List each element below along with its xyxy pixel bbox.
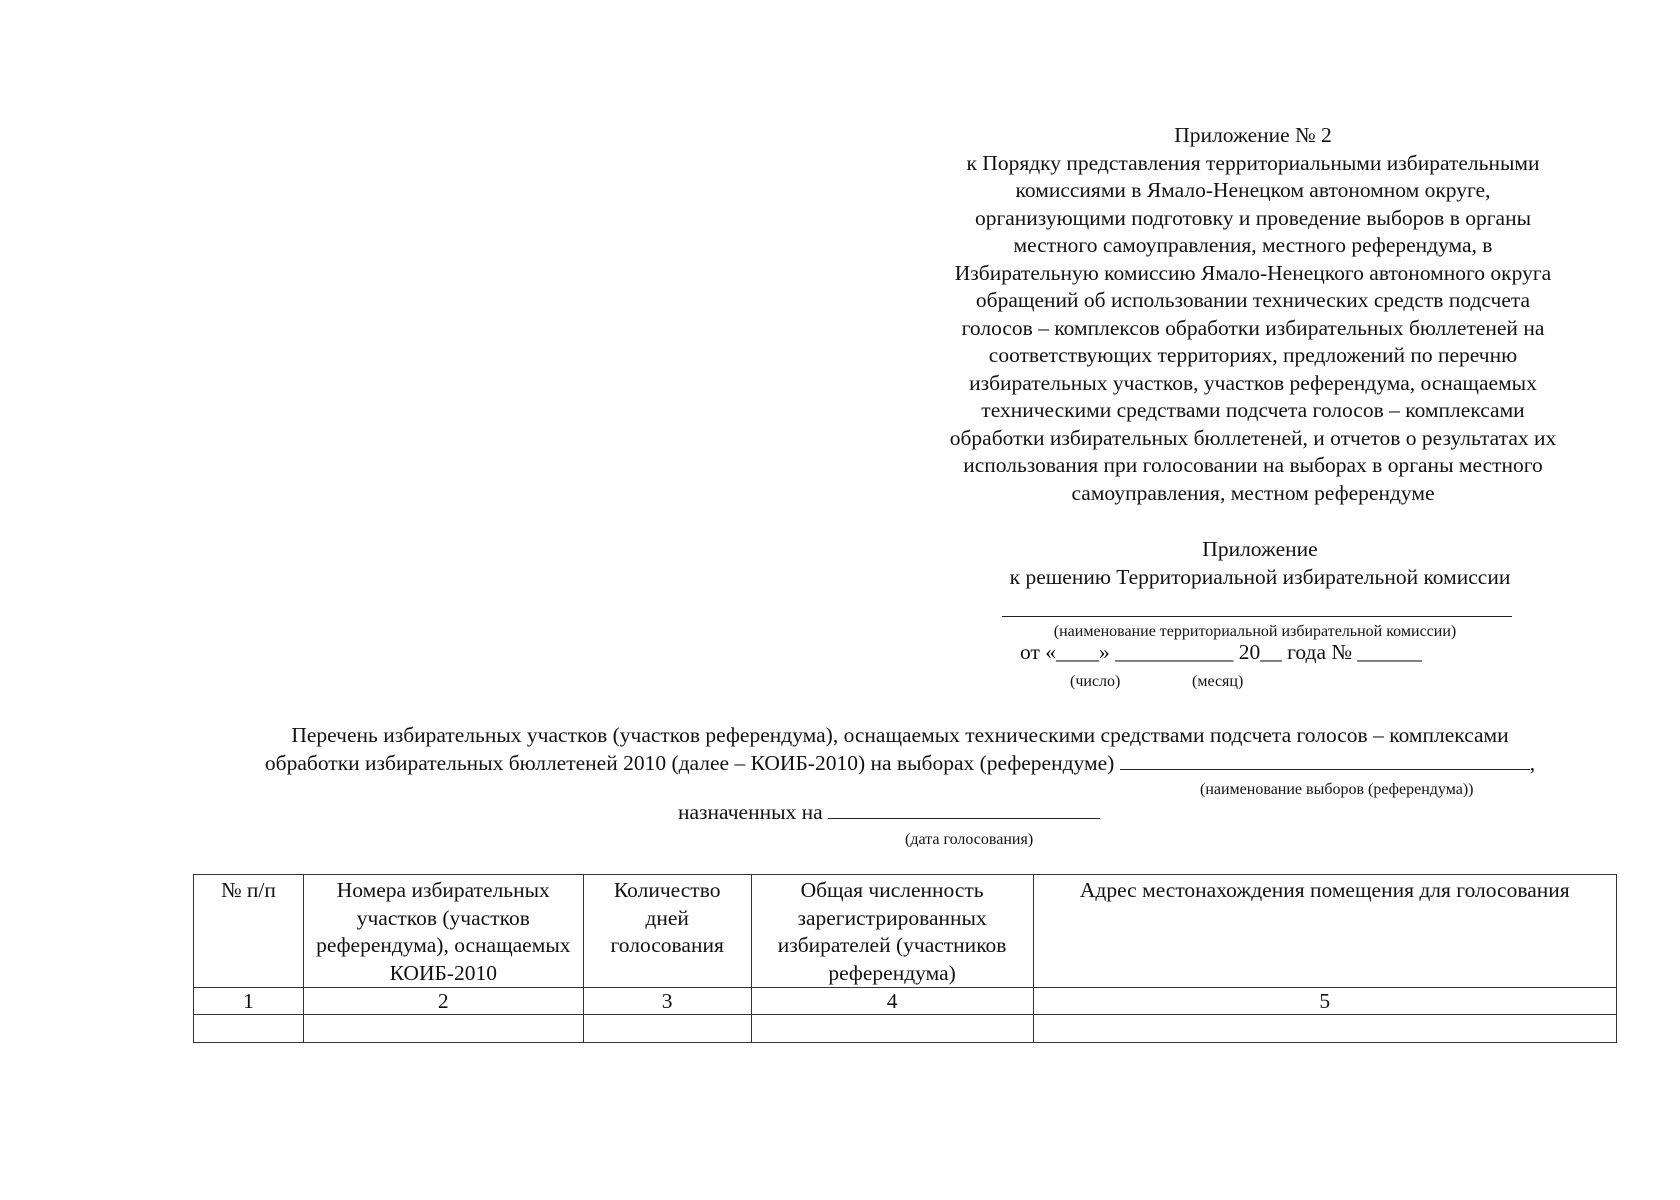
appendix-line: избирательных участков, участков референдума, оснащаемых [969,370,1537,395]
list-title-line-2: обработки избирательных бюллетеней 2010 (далее – КОИБ-2010) на выборах (референдуме) , [264,750,1536,775]
table-row [194,1015,1617,1043]
column-number: 1 [194,988,304,1015]
table-cell [583,1015,751,1043]
appendix-line: голосов – комплексов обработки избирательных бюллетеней на [961,315,1545,340]
appendix-line: самоуправления, местном референдуме [1071,480,1435,505]
column-header: Общая численность зарегистрированных избирателей (участников референдума) [751,875,1033,988]
table-cell [303,1015,583,1043]
column-number: 4 [751,988,1033,1015]
column-header: Номера избирательных участков (участков референдума), оснащаемых КОИБ-2010 [303,875,583,988]
table-cell [1033,1015,1616,1043]
appendix-line: обработки избирательных бюллетеней, и отчетов о результатах их [949,425,1557,450]
assigned-line [678,800,1100,825]
column-header: Адрес местонахождения помещения для голосования [1033,875,1616,988]
voting-date-caption: (дата голосования) [905,831,1034,848]
assigned-label: назначенных на [678,800,823,824]
appendix-line: организующими подготовку и проведение выборов в органы [974,205,1532,230]
appendix-line: к Порядку представления территориальными избирательными [966,150,1540,175]
column-number: 2 [303,988,583,1015]
table-cell [751,1015,1033,1043]
column-header: Количество дней голосования [583,875,751,988]
elections-caption: (наименование выборов (референдума)) [1200,781,1474,798]
appendix-header [908,122,1598,507]
appendix-line: соответствующих территориях, предложений по перечню [988,343,1518,367]
list-title-line: Перечень избирательных участков (участков референдума), оснащаемых техническими средствами подсчета голосов – комплексами [291,723,1509,747]
appendix-line: техническими средствами подсчета голосов – комплексами [981,398,1525,422]
list-title [200,722,1600,777]
column-header: № п/п [194,875,304,988]
day-caption: (число) [1070,673,1121,690]
polling-stations-table [193,874,1617,1043]
decision-date-line: от «____» ___________ 20__ года № ______ [1020,640,1422,664]
table-header-row [194,875,1617,988]
appendix-line: использования при голосовании на выборах в органы местного [963,453,1543,477]
commission-caption: (наименование территориальной избирательной комиссии) [1053,623,1457,640]
appendix-line: Избирательную комиссию Ямало-Ненецкого автономного округа [954,260,1552,285]
list-title-text: обработки избирательных бюллетеней 2010 (далее – КОИБ-2010) на выборах (референдуме) [264,750,1115,775]
voting-date-line [828,800,1100,819]
appendix-title: Приложение № 2 [1174,123,1332,147]
column-number: 5 [1033,988,1616,1015]
decision-header [955,536,1565,591]
column-number-row [194,988,1617,1015]
decision-subtitle: к решению Территориальной избирательной комиссии [1009,564,1511,589]
elections-name-line [1120,751,1530,770]
column-number: 3 [583,988,751,1015]
commission-name-line [1002,616,1512,617]
appendix-line: местного самоуправления, местного референдума, в [1013,233,1493,257]
table-cell [194,1015,304,1043]
decision-title: Приложение [1202,537,1318,561]
appendix-line: обращений об использовании технических средств подсчета [975,288,1531,312]
appendix-line: комиссиями в Ямало-Ненецком автономном округе, [1015,178,1491,202]
month-caption: (месяц) [1192,673,1244,690]
